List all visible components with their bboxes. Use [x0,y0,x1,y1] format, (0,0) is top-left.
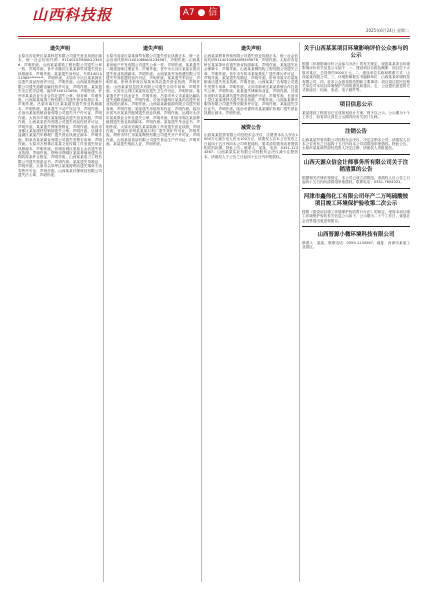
notice-text: 按照《建设项目竣工环境保护验收暂行办法》的规定，现将本项目竣工环境保护验收有关信息公示如下，公示期为二十个工作日，欢迎社会各界提出意见和建议。 [302,209,410,223]
notice-text: 山西某某投资有限公司经股东会决议，注册资本由人民币1000万元减少至人民币100万元，请债权人自本公告发布之日起四十五日内向本公司申报债权，要求清偿债务或者提供相应的担保。特此公告。联系人：某某，电话：0351-1234567。山西某某实业有限公司经股东会决议减少注册资本，请债权人于公告之日起四十五日内申报债权。 [204,132,298,159]
masthead [0,0,427,38]
column-2 [106,42,200,582]
column-3 [204,42,298,582]
notice-text: 山西某某贸易有限公司经股东会决议，决定注销本公司，请债权人自本公告发布之日起四十五日内向本公司清算组申报债权。特此公告。太原市某某商贸部经投资人决定注销，请债权人申报债权。 [302,137,410,151]
notice-heading: 遗失声明 [240,46,261,52]
notice-heading: 项目信息公示 [339,101,373,108]
notice-heading: 山西天源众信会计师事务所有限公司关于注销清算的公告 [303,159,409,173]
column-divider [103,42,104,582]
notice-text: 联系人：某某。联系电话：0359-1234567。地址：河津市某某工业园区。 [302,240,410,250]
notice-heading: 遗失声明 [49,46,70,52]
notice-text: 根据相关法律法规规定，本公司已成立清算组，请债权人自公告之日起四十五日内向清算组申报债权。联系电话：0351-7654321。 [302,175,410,185]
dateline: 2025年6月24日 星期二 [365,28,409,33]
column-divider [201,42,202,582]
notice-text: 根据《环境影响评价公众参与办法》的有关规定，现将某某项目环境影响评价有关信息公示如下：一、建设项目名称及概要：项目位于太原市某区，总投资约5000万元。二、建设单位名称和联系方式：山西某某有限公司。三、环境影响报告书编制单位：山西某某环境科技有限公司。四、征求公众意见的范围和主要事项：项目周边居民及相关单位对本项目环境保护方面的意见和建议。五、公众提出意见的方式和途径：信函、电话、电子邮件等。 [302,62,410,93]
notice-heading: 减资公告 [240,124,261,131]
column-divider [299,42,300,582]
notice-heading: 山西晋源小微环境科技有限公司 [317,231,395,238]
newspaper-title: 山西科技报 [32,6,113,24]
notice-text: 太原市杏花岭区某某科技有限公司遗失营业执照正副本，统一社会信用代码：91140107MA0K123456，声明作废。山西某某建筑工程有限公司遗失公章一枚，声明作废。晋中市榆次区某某商贸部遗失营业执照副本，声明作废。某某遗失身份证，号码1401021985********，声明作废。太原市小店区某某餐饮店遗失食品经营许可证，声明作废。山西某某物流有限公司遗失道路运输经营许可证，声明作废。某某遗失出生医学证明，编号P140123456，声明作废。忻州市某某农业专业合作社遗失公章、财务章，声明作废。山西某某装饰工程有限公司遗失营业执照正本，声明作废。吕梁市离石区某某超市遗失营业执照副本，声明作废。某某遗失不动产权证书，声明作废。长治市某某机械设备有限公司遗失开户许可证，声明作废。大同市平城区某某服装店遗失营业执照，声明作废。山西某某医药有限公司遗失药品经营许可证，声明作废。某某遗失教师资格证，声明作废。临汾市尧都区某某建材经销部遗失公章，声明作废。运城市盐湖区某某汽车修理厂遗失营业执照正副本，声明作废。阳泉市某某煤业有限公司遗失发票专用章，声明作废。太原市万柏林区某某文化传媒工作室遗失营业执照副本，声明作废。晋城市城区某某五金店遗失营业执照，声明作废。朔州市朔城区某某养殖场遗失动物防疫条件合格证，声明作废。山西某某电力工程有限公司遗失资质证书，声明作废。某某遗失驾驶证，声明作废。太原市尖草坪区某某便利店遗失烟草专卖零售许可证，声明作废。山西某某环保科技有限公司遗失法人章，声明作废。 [18,54,102,177]
notice-heading: 河津市鑫伟化工有限公司年产二万吨硫酸铵项目竣工环境保护验收第二次公示 [303,193,409,207]
notice-text: 太原市迎泽区某某商贸有限公司遗失营业执照正本，统一社会信用代码91140106MA0L234567，声明作废。山西某某房地产开发有限公司遗失公章一枚，声明作废。某某遗失二级建造师注册证书，声明作废。晋中市太谷区某某农资店遗失营业执照副本，声明作废。山西某某劳务派遣有限公司遗失劳务派遣经营许可证，声明作废。某某遗失军官证，声明作废。忻州市忻府区某某家具店遗失营业执照，声明作废。山西某某信息技术有限公司遗失合同专用章，声明作废。大同市云冈区某某饭店遗失卫生许可证，声明作废。某某遗失护士执业证书，声明作废。吕梁市孝义市某某运输队遗失道路运输证，声明作废。长治市潞州区某某药店遗失营业执照正副本，声明作废。山西某某新能源有限公司遗失财务章，声明作废。某某遗失房屋所有权证，声明作废。临汾市侯马市某某汽配城遗失营业执照，声明作废。运城市永济市某某果业合作社遗失公章，声明作废。阳泉市郊区某某种植园遗失营业执照副本，声明作废。某某遗失毕业证书，声明作废。太原市晋源区某某装修工作室遗失营业执照，声明作废。晋城市泽州县某某石料厂遗失采矿许可证，声明作废。朔州市怀仁市某某陶瓷有限公司遗失开户许可证，声明作废。山西某某食品有限公司遗失食品生产许可证，声明作废。某某遗失残疾人证，声明作废。 [106,54,200,147]
notice-heading: 注销公告 [344,128,367,135]
column-1 [18,42,102,582]
notice-text: 山西某某教育咨询有限公司遗失营业执照正本，统一社会信用代码91140105MA0M345678，声明作废。太原市杏花岭区某某茶叶店遗失营业执照副本，声明作废。某某遗失社会保障卡，声明作废。山西某某钢结构工程有限公司遗失公章，声明作废。晋中市介休市某某焦化厂遗失排污许可证，声明作废。某某遗失结婚证，声明作废。忻州市原平市某某粮油店遗失营业执照，声明作废。山西某某广告有限公司遗失发票专用章，声明作废。大同市新荣区某某养殖合作社遗失公章，声明作废。某某遗失律师执业证，声明作废。吕梁市汾阳市某某酒坊遗失酒类流通许可证，声明作废。长治市上党区某某建材店遗失营业执照，声明作废。山西某某保安服务有限公司遗失保安服务许可证，声明作废。某某遗失学位证书，声明作废。临汾市霍州市某某煤矿机械厂遗失营业执照正副本，声明作废。 [204,54,298,116]
header-rule-thin [18,38,410,39]
notice-text: 某某建设工程项目已完成规划设计方案，现予以公示，公示期为十个工作日，如有异议请在公示期内向有关部门反映。 [302,110,410,120]
notice-heading: 遗失声明 [142,46,163,52]
page-section-tab: A7 ● 信息 [180,6,220,20]
header-rule [18,36,410,37]
column-4 [302,42,410,582]
notice-heading: 关于山西某某项目环境影响评价公众参与的公示 [303,46,409,59]
